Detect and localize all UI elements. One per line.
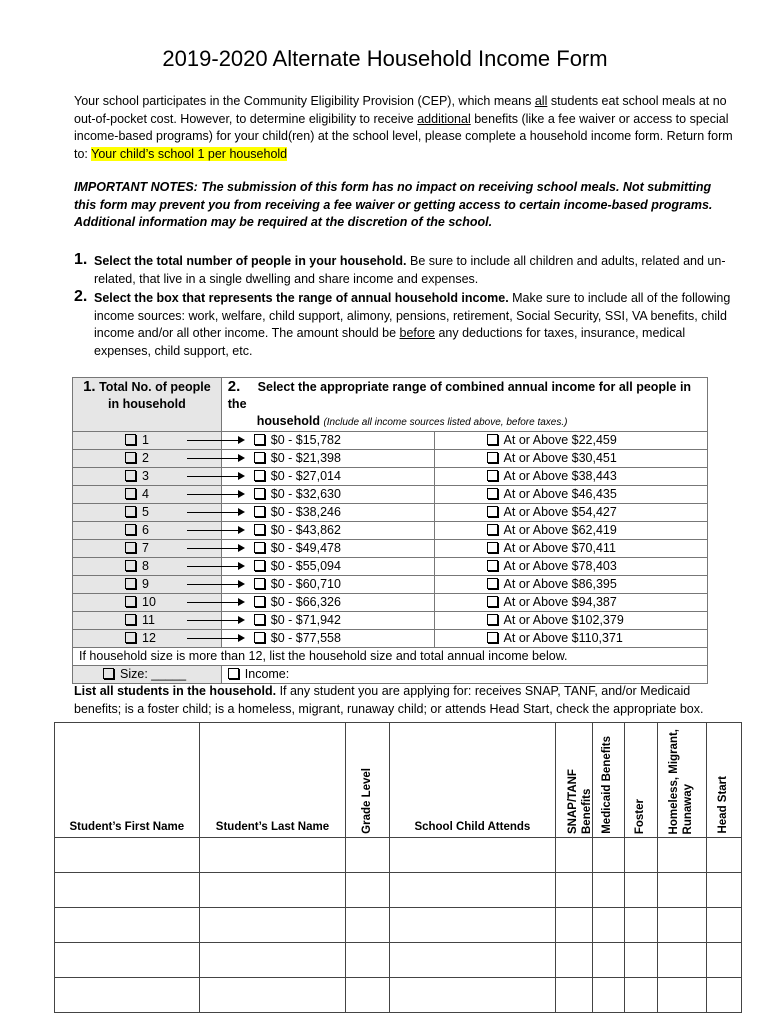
household-size-option[interactable]: [73, 486, 222, 504]
income-above-value: At or Above $46,435: [503, 487, 617, 501]
household-size-option[interactable]: [73, 504, 222, 522]
return-to-highlight: Your child’s school 1 per household: [91, 146, 288, 161]
checkbox-icon[interactable]: [125, 560, 136, 571]
household-size-value: 1: [142, 433, 149, 447]
income-range-option[interactable]: [221, 486, 434, 504]
foster-cell[interactable]: [625, 908, 658, 943]
snap-cell[interactable]: [555, 838, 592, 873]
foster-label: Foster: [634, 798, 647, 834]
checkbox-icon[interactable]: [487, 506, 498, 517]
homeless-label-2: Runaway: [682, 783, 695, 834]
income-label: Income:: [244, 667, 290, 681]
checkbox-icon[interactable]: [125, 632, 136, 643]
income-above-option[interactable]: [434, 432, 707, 450]
checkbox-icon[interactable]: [487, 470, 498, 481]
student-row: [55, 908, 742, 943]
household-size-option[interactable]: [73, 558, 222, 576]
income-above-value: At or Above $38,443: [503, 469, 617, 483]
checkbox-icon[interactable]: [254, 470, 265, 481]
income-above-option[interactable]: [434, 468, 707, 486]
last-name-cell[interactable]: [199, 908, 346, 943]
household-size-value: 7: [142, 541, 149, 555]
income-range-value: $0 - $27,014: [270, 469, 341, 483]
checkbox-icon[interactable]: [125, 470, 136, 481]
arrow-right-icon: [187, 476, 243, 477]
last-name-cell[interactable]: [199, 838, 346, 873]
income-above-option[interactable]: [434, 450, 707, 468]
household-size-value: 8: [142, 559, 149, 573]
checkbox-icon[interactable]: [254, 452, 265, 463]
instruction-2-text-1: Make sure to include all of the following income sources: work, welfare, child support, alimony, pensions, retirement, Social Security, SSI, VA benefits, child income and/or all other income. The amount should be: [94, 291, 731, 340]
income-row: [73, 576, 708, 594]
household-size-value: 2: [142, 451, 149, 465]
arrow-right-icon: [187, 458, 243, 459]
checkbox-icon[interactable]: [254, 434, 265, 445]
arrow-right-icon: [187, 620, 243, 621]
checkbox-icon[interactable]: [254, 596, 265, 607]
income-above-option[interactable]: [434, 594, 707, 612]
last-name-cell[interactable]: [199, 873, 346, 908]
snap-label: SNAP/TANF Benefits: [566, 769, 593, 834]
instruction-2: [74, 290, 734, 360]
checkbox-icon[interactable]: [254, 614, 265, 625]
homeless-label-1: Homeless, Migrant,: [668, 728, 681, 834]
first-name-cell[interactable]: [55, 838, 200, 873]
household-size-option[interactable]: [73, 576, 222, 594]
checkbox-icon[interactable]: [254, 524, 265, 535]
homeless-cell[interactable]: [658, 873, 707, 908]
checkbox-icon[interactable]: [487, 452, 498, 463]
income-range-option[interactable]: [221, 432, 434, 450]
income-row: [73, 432, 708, 450]
income-table-header: [73, 378, 708, 432]
checkbox-icon[interactable]: [254, 542, 265, 553]
homeless-cell[interactable]: [658, 978, 707, 1013]
checkbox-icon[interactable]: [125, 506, 136, 517]
income-row: [73, 450, 708, 468]
first-name-cell[interactable]: [55, 943, 200, 978]
household-size-option[interactable]: [73, 630, 222, 648]
checkbox-icon[interactable]: [228, 668, 239, 679]
over-12-note: If household size is more than 12, list the household size and total annual income below.: [73, 648, 708, 666]
first-name-header: Student’s First Name: [55, 723, 200, 838]
snap-header: [555, 723, 592, 838]
household-size-option[interactable]: [73, 450, 222, 468]
household-size-value: 12: [142, 631, 156, 645]
medicaid-cell[interactable]: [592, 978, 625, 1013]
income-above-value: At or Above $54,427: [503, 505, 617, 519]
medicaid-cell[interactable]: [592, 873, 625, 908]
col1-sub: in household: [107, 397, 186, 411]
income-range-option[interactable]: [221, 594, 434, 612]
income-row: [73, 486, 708, 504]
arrow-right-icon: [187, 638, 243, 639]
income-above-value: At or Above $102,379: [503, 613, 624, 627]
income-range-value: $0 - $77,558: [270, 631, 341, 645]
checkbox-icon[interactable]: [254, 560, 265, 571]
checkbox-icon[interactable]: [125, 452, 136, 463]
last-name-cell[interactable]: [199, 978, 346, 1013]
income-range-option[interactable]: [221, 450, 434, 468]
over-12-input-row: [73, 666, 708, 684]
income-range-option[interactable]: [221, 468, 434, 486]
arrow-right-icon: [187, 512, 243, 513]
checkbox-icon[interactable]: [125, 596, 136, 607]
income-range-header: [221, 378, 707, 432]
col1-title: Total No. of people: [99, 380, 211, 394]
checkbox-icon[interactable]: [254, 506, 265, 517]
household-size-option[interactable]: [73, 540, 222, 558]
checkbox-icon[interactable]: [125, 614, 136, 625]
income-row: [73, 540, 708, 558]
students-table: [54, 722, 742, 1013]
intro-all: all: [534, 94, 548, 108]
grade-level-cell[interactable]: [346, 908, 390, 943]
household-size-value: 6: [142, 523, 149, 537]
income-above-option[interactable]: [434, 576, 707, 594]
homeless-cell[interactable]: [658, 908, 707, 943]
income-above-option[interactable]: [434, 522, 707, 540]
income-range-value: $0 - $32,630: [270, 487, 341, 501]
income-above-option[interactable]: [434, 540, 707, 558]
income-range-value: $0 - $66,326: [270, 595, 341, 609]
income-above-value: At or Above $86,395: [503, 577, 617, 591]
income-row: [73, 594, 708, 612]
foster-cell[interactable]: [625, 943, 658, 978]
income-above-value: At or Above $62,419: [503, 523, 617, 537]
household-size-value: 3: [142, 469, 149, 483]
size-field[interactable]: [73, 666, 222, 684]
over-12-note-row: [73, 648, 708, 666]
col2-sub: household: [256, 414, 320, 428]
instruction-2-number: 2.: [74, 288, 88, 305]
form-title: 2019-2020 Alternate Household Income Form: [162, 46, 608, 71]
checkbox-icon[interactable]: [487, 632, 498, 643]
checkbox-icon[interactable]: [254, 578, 265, 589]
col2-number: 2.: [227, 378, 241, 395]
income-range-value: $0 - $21,398: [270, 451, 341, 465]
arrow-right-icon: [187, 494, 243, 495]
income-range-option[interactable]: [221, 504, 434, 522]
school-cell[interactable]: [390, 943, 556, 978]
income-range-value: $0 - $60,710: [270, 577, 341, 591]
snap-cell[interactable]: [555, 908, 592, 943]
head-start-header: [707, 723, 742, 838]
income-range-value: $0 - $49,478: [270, 541, 341, 555]
first-name-cell[interactable]: [55, 978, 200, 1013]
homeless-cell[interactable]: [658, 838, 707, 873]
income-above-value: At or Above $110,371: [503, 631, 623, 645]
arrow-right-icon: [187, 548, 243, 549]
checkbox-icon[interactable]: [125, 578, 136, 589]
income-above-value: At or Above $22,459: [503, 433, 617, 447]
intro-paragraph: [74, 93, 734, 163]
medicaid-cell[interactable]: [592, 908, 625, 943]
income-range-option[interactable]: [221, 540, 434, 558]
instruction-1-number: 1.: [74, 251, 88, 268]
income-range-value: $0 - $38,246: [270, 505, 341, 519]
checkbox-icon[interactable]: [487, 560, 498, 571]
household-size-value: 10: [142, 595, 156, 609]
income-range-option[interactable]: [221, 612, 434, 630]
foster-cell[interactable]: [625, 978, 658, 1013]
household-size-value: 11: [142, 613, 155, 627]
income-above-option[interactable]: [434, 630, 707, 648]
grade-level-cell[interactable]: [346, 943, 390, 978]
income-above-value: At or Above $70,411: [503, 541, 616, 555]
checkbox-icon[interactable]: [254, 488, 265, 499]
checkbox-icon[interactable]: [487, 542, 498, 553]
checkbox-icon[interactable]: [487, 524, 498, 535]
checkbox-icon[interactable]: [254, 632, 265, 643]
checkbox-icon[interactable]: [125, 542, 136, 553]
students-intro: [74, 683, 734, 718]
first-name-cell[interactable]: [55, 908, 200, 943]
head-start-cell[interactable]: [707, 838, 742, 873]
income-above-option[interactable]: [434, 612, 707, 630]
household-size-option[interactable]: [73, 468, 222, 486]
grade-level-header: [346, 723, 390, 838]
household-size-option[interactable]: [73, 432, 222, 450]
homeless-cell[interactable]: [658, 943, 707, 978]
checkbox-icon[interactable]: [125, 488, 136, 499]
income-row: [73, 468, 708, 486]
arrow-right-icon: [187, 530, 243, 531]
income-range-option[interactable]: [221, 558, 434, 576]
students-intro-bold: List all students in the household.: [74, 684, 277, 698]
income-table: [72, 377, 708, 684]
income-row: [73, 558, 708, 576]
income-range-option[interactable]: [221, 630, 434, 648]
snap-cell[interactable]: [555, 978, 592, 1013]
instruction-1: [74, 253, 734, 288]
income-range-value: $0 - $43,862: [270, 523, 341, 537]
head-start-cell[interactable]: [707, 873, 742, 908]
school-header: School Child Attends: [390, 723, 556, 838]
homeless-header: [658, 723, 707, 838]
checkbox-icon[interactable]: [103, 668, 114, 679]
grade-level-label: Grade Level: [360, 768, 373, 834]
household-size-option[interactable]: [73, 522, 222, 540]
income-above-option[interactable]: [434, 504, 707, 522]
income-range-option[interactable]: [221, 522, 434, 540]
intro-text-2: students eat school meals at no out-of-pocket cost. However, to determine eligibility to receive: [74, 94, 727, 126]
medicaid-header: [592, 723, 625, 838]
size-label: Size: _____: [120, 667, 187, 681]
checkbox-icon[interactable]: [487, 596, 498, 607]
head-start-cell[interactable]: [707, 943, 742, 978]
income-range-value: $0 - $55,094: [270, 559, 341, 573]
arrow-right-icon: [187, 440, 243, 441]
snap-cell[interactable]: [555, 873, 592, 908]
arrow-right-icon: [187, 584, 243, 585]
intro-text-1: Your school participates in the Community Eligibility Provision (CEP), which means: [74, 94, 535, 108]
income-above-value: At or Above $78,403: [503, 559, 617, 573]
checkbox-icon[interactable]: [487, 488, 498, 499]
income-above-option[interactable]: [434, 558, 707, 576]
arrow-right-icon: [187, 602, 243, 603]
household-size-header: [73, 378, 222, 432]
last-name-cell[interactable]: [199, 943, 346, 978]
foster-cell[interactable]: [625, 838, 658, 873]
checkbox-icon[interactable]: [487, 434, 498, 445]
income-above-value: At or Above $94,387: [503, 595, 617, 609]
household-size-option[interactable]: [73, 594, 222, 612]
head-start-cell[interactable]: [707, 978, 742, 1013]
medicaid-cell[interactable]: [592, 943, 625, 978]
col1-number: 1.: [83, 378, 96, 395]
checkbox-icon[interactable]: [487, 614, 498, 625]
col2-title: Select the appropriate range of combined annual income for all people in the: [227, 380, 692, 411]
foster-cell[interactable]: [625, 873, 658, 908]
instruction-2-before: before: [399, 326, 435, 340]
checkbox-icon[interactable]: [125, 434, 136, 445]
grade-level-cell[interactable]: [346, 873, 390, 908]
important-notes: IMPORTANT NOTES: The submission of this form has no impact on receiving school meals. Not submitting this form may prevent you from receiving a fee waiver or getting access to certain income-based programs. Additional information may be required at the discretion of the school.: [74, 180, 713, 229]
household-size-value: 5: [142, 505, 149, 519]
grade-level-cell[interactable]: [346, 838, 390, 873]
head-start-label: Head Start: [717, 776, 730, 834]
school-cell[interactable]: [390, 908, 556, 943]
school-cell[interactable]: [390, 873, 556, 908]
first-name-cell[interactable]: [55, 873, 200, 908]
income-row: [73, 612, 708, 630]
instruction-1-bold: Select the total number of people in your household.: [94, 254, 407, 268]
income-range-value: $0 - $71,942: [270, 613, 341, 627]
income-row: [73, 522, 708, 540]
medicaid-cell[interactable]: [592, 838, 625, 873]
household-size-value: 9: [142, 577, 149, 591]
household-size-option[interactable]: [73, 612, 222, 630]
checkbox-icon[interactable]: [487, 578, 498, 589]
student-row: [55, 978, 742, 1013]
income-range-option[interactable]: [221, 576, 434, 594]
checkbox-icon[interactable]: [125, 524, 136, 535]
homeless-label: [667, 729, 695, 834]
col2-note: (Include all income sources listed above, before taxes.): [323, 417, 568, 428]
student-row: [55, 873, 742, 908]
student-row: [55, 943, 742, 978]
intro-additional: additional: [417, 111, 471, 126]
school-cell[interactable]: [390, 838, 556, 873]
last-name-header: Student’s Last Name: [199, 723, 346, 838]
income-range-value: $0 - $15,782: [270, 433, 341, 447]
income-above-value: At or Above $30,451: [503, 451, 617, 465]
student-row: [55, 838, 742, 873]
grade-level-cell[interactable]: [346, 978, 390, 1013]
instruction-2-bold: Select the box that represents the range of annual household income.: [94, 291, 509, 305]
income-row: [73, 630, 708, 648]
instruction-1-text: Be sure to include all children and adults, related and un-related, that live in a single dwelling and share income and expenses.: [94, 254, 726, 286]
school-cell[interactable]: [390, 978, 556, 1013]
income-field[interactable]: [221, 666, 707, 684]
head-start-cell[interactable]: [707, 908, 742, 943]
income-row: [73, 504, 708, 522]
medicaid-label: Medicaid Benefits: [601, 736, 614, 834]
instruction-2-text-2: any deductions for taxes, insurance, medical expenses, child support, etc.: [94, 326, 686, 358]
students-intro-text: If any student you are applying for: receives SNAP, TANF, and/or Medicaid benefits; is a foster child; is a homeless, migrant, runaway child; or attends Head Start, check the appropriate box.: [74, 684, 704, 716]
students-table-header: [55, 723, 742, 838]
foster-header: [625, 723, 658, 838]
intro-text-3: benefits (like a fee waiver or access to special income-based programs) for your child(ren) at the school level, please complete a household income form. Return form to:: [74, 111, 733, 161]
household-size-value: 4: [142, 487, 149, 501]
arrow-right-icon: [187, 566, 243, 567]
income-above-option[interactable]: [434, 486, 707, 504]
snap-cell[interactable]: [555, 943, 592, 978]
